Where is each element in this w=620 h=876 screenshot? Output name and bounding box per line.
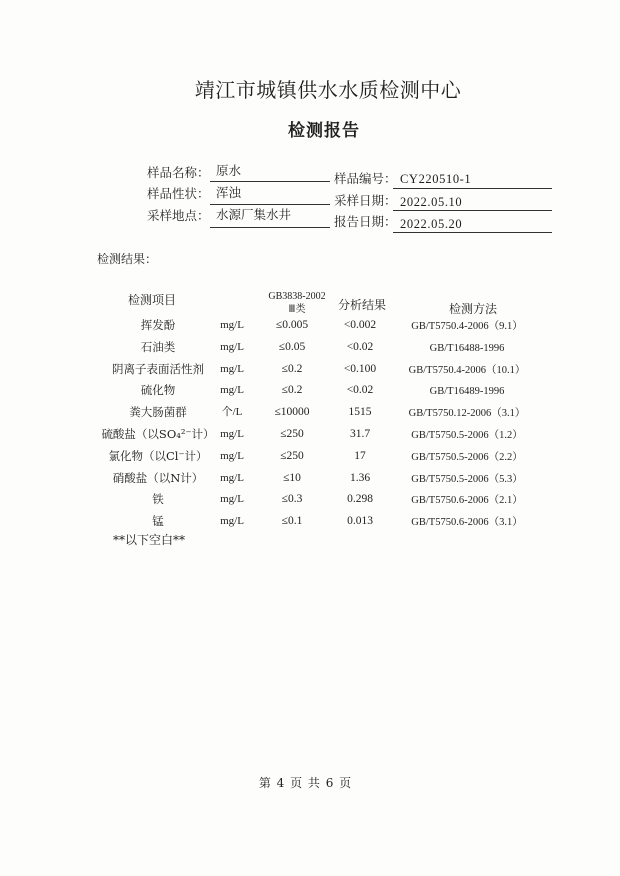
cell-result: <0.02 [346,340,374,353]
report-date-value: 2022.05.20 [400,217,463,231]
cell-item: 氯化物（以Cl⁻计） [108,448,208,463]
sampling-date-value: 2022.05.10 [400,195,463,209]
cell-item: 铁 [152,492,164,507]
end-note: **以下空白** [113,533,186,547]
cell-item: 粪大肠菌群 [129,405,187,420]
table-row [0,317,620,333]
cell-method: GB/T16488-1996 [429,342,505,354]
cell-unit: mg/L [220,384,244,397]
cell-unit: mg/L [220,362,244,375]
underline [393,188,552,189]
cell-item: 锰 [152,514,164,529]
cell-limit: ≤250 [280,428,304,440]
cell-unit: mg/L [220,428,244,440]
table-row [0,491,620,507]
sample-name-label: 样品名称： [147,165,210,180]
cell-limit: ≤0.3 [281,493,303,506]
cell-method: GB/T5750.5-2006（5.3） [411,473,523,485]
table-row [0,513,620,529]
cell-result: <0.100 [343,362,377,375]
col-header-standard-class: Ⅲ类 [288,304,306,315]
sample-nature-value: 浑浊 [216,185,242,200]
underline [210,181,330,182]
cell-unit: mg/L [220,493,244,506]
cell-unit: mg/L [220,340,244,353]
cell-result: 0.013 [347,515,373,528]
table-row [0,404,620,420]
sample-name-value: 原水 [216,163,242,178]
cell-unit: mg/L [220,515,244,528]
cell-method: GB/T5750.12-2006（3.1） [408,408,526,420]
cell-unit: mg/L [220,471,244,484]
sample-nature-label: 样品性状： [147,186,210,201]
sampling-location-value: 水源厂集水井 [216,207,292,222]
cell-item: 硫酸盐（以SO₄²⁻计） [101,427,215,441]
col-header-result: 分析结果 [337,298,386,312]
report-title: 靖江市城镇供水水质检测中心 [194,78,462,102]
table-row [0,382,620,398]
results-heading: 检测结果： [97,252,158,266]
page-footer: 第 4 页 共 6 页 [258,776,352,790]
sampling-date-label: 采样日期： [334,193,397,208]
report-date-label: 报告日期： [334,214,397,229]
cell-unit: mg/L [220,319,244,331]
col-header-item: 检测项目 [127,293,176,307]
cell-method: GB/T5750.4-2006（10.1） [408,364,526,376]
cell-unit: mg/L [220,449,244,462]
cell-result: 1.36 [349,471,371,484]
underline [393,232,552,233]
cell-item: 挥发酚 [140,318,176,332]
cell-result: 0.298 [347,493,373,506]
table-row [0,470,620,486]
cell-method: GB/T16489-1996 [429,386,505,398]
cell-method: GB/T5750.5-2006（1.2） [411,430,523,441]
table-row [0,426,620,442]
cell-limit: ≤10000 [274,406,310,419]
cell-result: <0.02 [346,384,374,397]
underline [210,227,330,228]
col-header-method: 检测方法 [448,302,497,316]
cell-limit: ≤10 [283,471,301,484]
cell-limit: ≤0.005 [275,319,309,331]
cell-item: 硝酸盐（以N计） [112,470,204,485]
cell-method: GB/T5750.6-2006（3.1） [411,517,523,529]
cell-unit: 个/L [221,406,243,419]
cell-result: 1515 [348,406,372,419]
sample-code-label: 样品编号： [334,171,397,186]
cell-result: 17 [354,449,366,462]
table-row [0,339,620,355]
cell-limit: ≤0.1 [281,515,303,528]
cell-limit: ≤0.05 [278,340,306,353]
cell-method: GB/T5750.6-2006（2.1） [411,495,523,507]
sampling-location-label: 采样地点： [147,208,210,223]
cell-item: 硫化物 [140,383,176,398]
col-header-standard: GB3838-2002 [268,291,326,302]
cell-result: 31.7 [349,428,371,440]
cell-method: GB/T5750.4-2006（9.1） [411,321,523,332]
sample-code-value: CY220510-1 [400,172,472,186]
underline [210,204,330,205]
underline [393,210,552,211]
table-row [0,448,620,464]
cell-limit: ≤0.2 [281,362,303,375]
cell-item: 石油类 [140,339,176,354]
cell-item: 阴离子表面活性剂 [112,361,204,376]
cell-limit: ≤0.2 [281,384,303,397]
report-subtitle: 检测报告 [288,121,360,141]
cell-limit: ≤250 [280,449,304,462]
cell-result: <0.002 [343,319,377,331]
cell-method: GB/T5750.5-2006（2.2） [411,451,523,463]
table-row [0,361,620,377]
